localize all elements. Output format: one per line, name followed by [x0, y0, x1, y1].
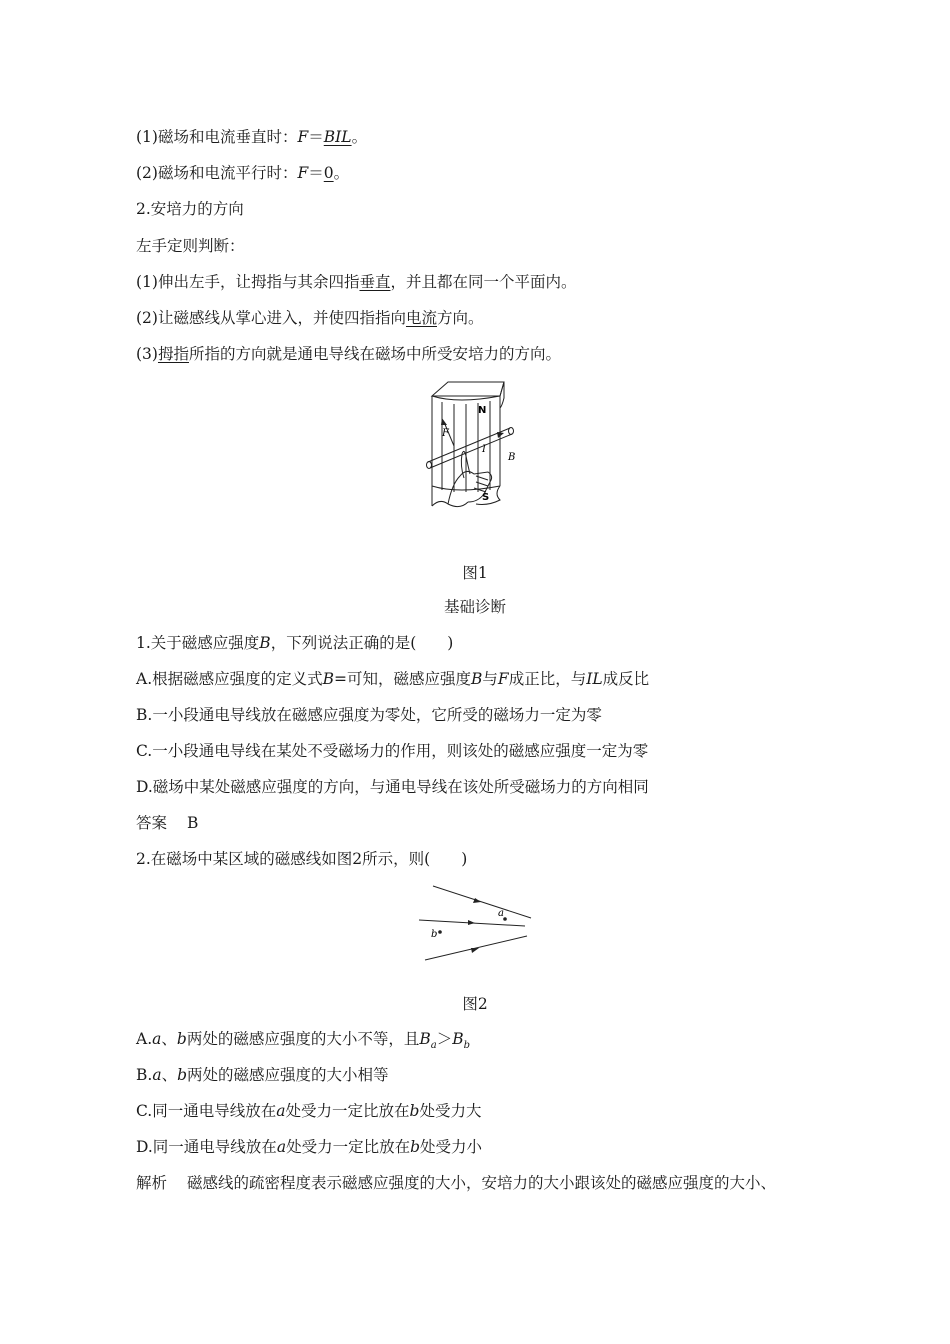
q1-stem: 1.关于磁感应强度B，下列说法正确的是( ) — [136, 634, 454, 652]
force-parallel-line: (2)磁场和电流平行时：F＝0。 — [136, 164, 350, 182]
q1-option-b: B.一小段通电导线放在磁感应强度为零处，它所受的磁场力一定为零 — [136, 706, 602, 724]
current-label: I — [482, 444, 486, 455]
force-label: F — [442, 428, 449, 439]
blank-answer: 电流 — [405, 309, 437, 327]
north-pole-label: N — [478, 405, 487, 416]
section-heading: 2.安培力的方向 — [136, 200, 244, 218]
left-hand-rule-figure — [418, 376, 528, 516]
left-hand-rule-intro: 左手定则判断： — [136, 237, 245, 255]
q2-stem: 2.在磁场中某区域的磁感线如图2所示，则( ) — [136, 850, 468, 868]
field-label: B — [508, 452, 516, 463]
rule-step-3: (3)拇指所指的方向就是通电导线在磁场中所受安培力的方向。 — [136, 345, 561, 363]
figure2-caption: 图2 — [462, 995, 488, 1013]
q1-option-a: A.根据磁感应强度的定义式B=可知，磁感应强度B与F成正比，与IL成反比 — [136, 670, 650, 688]
q1-option-d: D.磁场中某处磁感应强度的方向，与通电导线在该处所受磁场力的方向相同 — [136, 778, 649, 796]
q2-option-d: D.同一通电导线放在a处受力一定比放在b处受力小 — [136, 1138, 483, 1156]
blank-answer: 0 — [323, 164, 334, 182]
q2-analysis: 解析 磁感线的疏密程度表示磁感应强度的大小，安培力的大小跟该处的磁感应强度的大小、 — [136, 1174, 777, 1192]
south-pole-label: S — [482, 492, 490, 503]
rule-step-2: (2)让磁感线从掌心进入，并使四指指向电流方向。 — [136, 309, 484, 327]
q1-option-c: C.一小段通电导线在某处不受磁场力的作用，则该处的磁感应强度一定为零 — [136, 742, 649, 760]
q2-option-c: C.同一通电导线放在a处受力一定比放在b处受力大 — [136, 1102, 482, 1120]
q1-answer: 答案 B — [136, 814, 199, 832]
figure1-caption: 图1 — [462, 564, 488, 582]
point-a-label: a — [498, 908, 504, 919]
q2-option-b: B.a、b两处的磁感应强度的大小相等 — [136, 1066, 389, 1084]
q2-option-a: A.a、b两处的磁感应强度的大小不等，且$B_a>B_b$ — [136, 1030, 471, 1052]
force-perpendicular-line: (1)磁场和电流垂直时：F＝BIL。 — [136, 128, 368, 146]
diagnosis-title: 基础诊断 — [443, 598, 506, 616]
magnetic-field-lines-figure — [415, 880, 537, 964]
blank-answer: BIL — [323, 128, 352, 146]
blank-answer: 垂直 — [359, 273, 391, 291]
point-b-label: b — [431, 929, 438, 940]
blank-answer: 拇指 — [157, 345, 189, 363]
rule-step-1: (1)伸出左手，让拇指与其余四指垂直，并且都在同一个平面内。 — [136, 273, 577, 291]
